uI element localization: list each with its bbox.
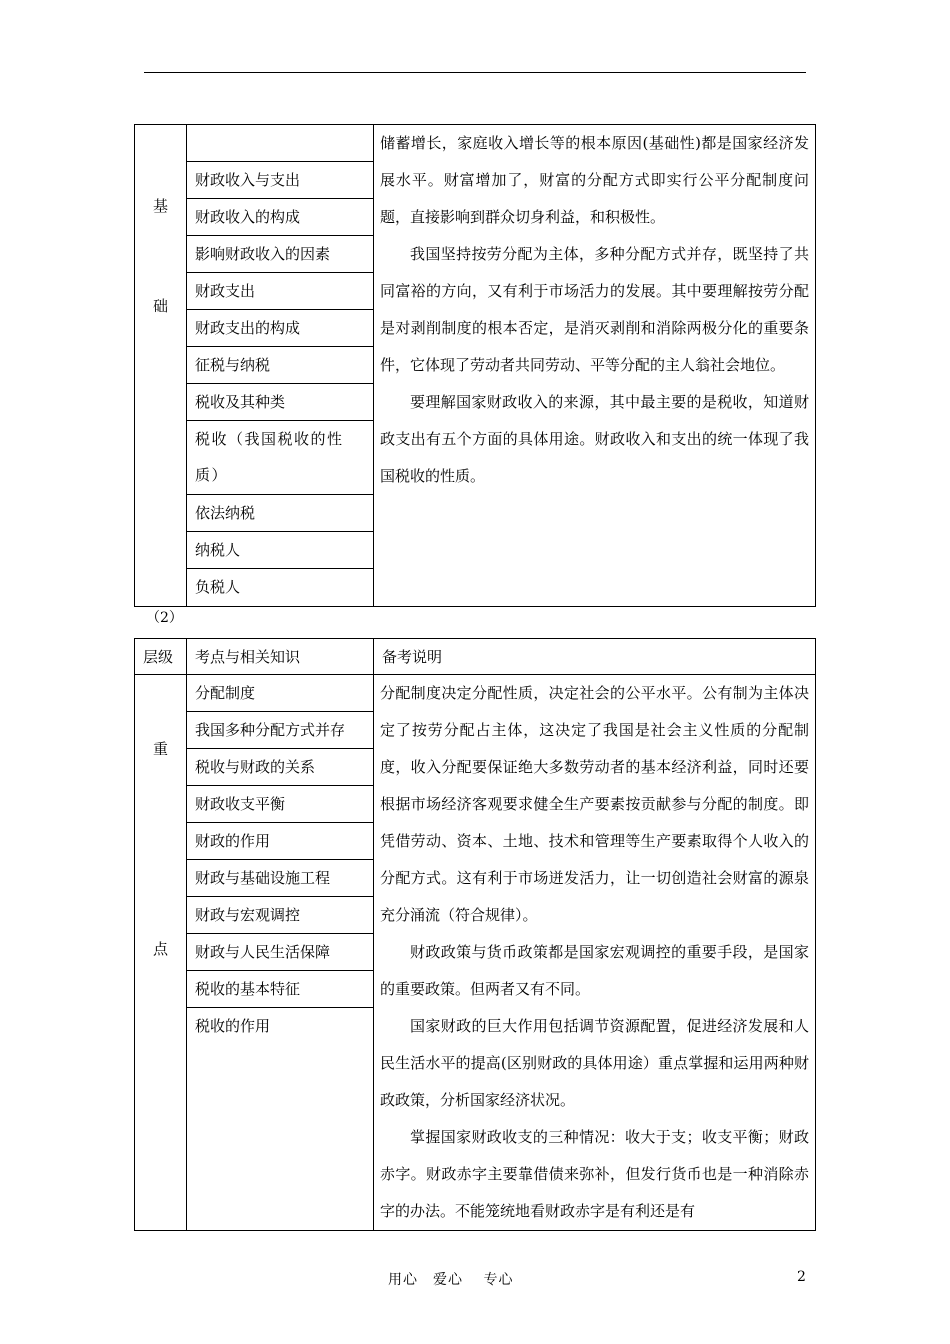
level-char: 重: [153, 740, 169, 758]
topic-item: 财政收入与支出: [187, 162, 373, 199]
topic-item: 税收的基本特征: [187, 971, 373, 1008]
topic-item: 负税人: [195, 578, 241, 596]
header-notes: 备考说明: [374, 639, 816, 675]
topic-item: 税收及其种类: [187, 384, 373, 421]
footer-motto: 用心 爱心 专心: [388, 1272, 514, 1288]
topic-list: [187, 675, 373, 1045]
notes-paragraph: 要理解国家财政收入的来源，其中最主要的是税收，知道财政支出有五个方面的具体用途。财政收入和支出的统一体现了我国税收的性质。: [380, 393, 809, 485]
notes-text: [374, 125, 815, 495]
level-char: 基: [153, 197, 169, 215]
level-cell-key: [135, 675, 187, 1231]
notes-paragraph: 掌握国家财政收支的三种情况：收大于支；收支平衡；财政赤字。财政赤字主要靠借债来弥补，但发行货币也是一种消除赤字的办法。不能笼统地看财政赤字是有利还是有: [380, 1128, 809, 1220]
notes-paragraph: 我国坚持按劳分配为主体，多种分配方式并存，既坚持了共同富裕的方向，又有利于市场活力的发展。其中要理解按劳分配是对剥削制度的根本否定，是消灭剥削和消除两极分化的重要条件，它体现了劳动者共同劳动、平等分配的主人翁社会地位。: [380, 245, 809, 374]
topic-item: 税收与财政的关系: [187, 749, 373, 786]
topics-cell: [187, 675, 374, 1231]
notes-paragraph: 国家财政的巨大作用包括调节资源配置，促进经济发展和人民生活水平的提高(区别财政的具体用途）重点掌握和运用两种财政政策，分析国家经济状况。: [380, 1017, 809, 1109]
level-char: 点: [153, 940, 169, 958]
topic-item: 财政支出: [187, 273, 373, 310]
topic-item: 财政与人民生活保障: [187, 934, 373, 971]
topic-list: [187, 125, 373, 606]
topic-item: 依法纳税: [187, 495, 373, 532]
notes-paragraph: 储蓄增长，家庭收入增长等的根本原因(基础性)都是国家经济发展水平。财富增加了，财富的分配方式即实行公平分配制度问题，直接影响到群众切身利益，和积极性。: [380, 134, 809, 226]
level-char: 础: [153, 297, 169, 315]
topic-item: [187, 125, 373, 162]
topic-item: 财政收入的构成: [187, 199, 373, 236]
notes-paragraph: 分配制度决定分配性质，决定社会的公平水平。公有制为主体决定了按劳分配占主体，这决定了我国是社会主义性质的分配制度，收入分配要保证绝大多数劳动者的基本经济利益，同时还要根据市场经济客观要求健全生产要素按贡献参与分配的制度。即凭借劳动、资本、土地、技术和管理等生产要素取得个人收入的分配方式。这有利于市场迸发活力，让一切创造社会财富的源泉充分涌流（符合规律）。: [380, 684, 809, 924]
topics-cell: [187, 125, 374, 607]
topic-item: 税收（我国税收的性质）: [187, 421, 373, 495]
topic-item: 影响财政收入的因素: [187, 236, 373, 273]
header-level: 层级: [135, 639, 187, 675]
topic-item: 税收的作用: [195, 1017, 271, 1035]
topic-item: 财政与宏观调控: [187, 897, 373, 934]
topic-item: 财政支出的构成: [187, 310, 373, 347]
header-rule: [144, 72, 806, 73]
table-foundation: [134, 124, 816, 607]
topic-item: 财政收支平衡: [187, 786, 373, 823]
topic-item: 征税与纳税: [187, 347, 373, 384]
table-key-points: [134, 638, 816, 1231]
header-topics: 考点与相关知识: [187, 639, 374, 675]
notes-cell: [374, 675, 816, 1231]
notes-text: [374, 675, 815, 1230]
topic-item: 财政的作用: [187, 823, 373, 860]
topic-item: 分配制度: [187, 675, 373, 712]
section-marker: （2）: [146, 610, 183, 626]
level-cell-foundation: [135, 125, 187, 607]
notes-paragraph: 财政政策与货币政策都是国家宏观调控的重要手段，是国家的重要政策。但两者又有不同。: [380, 943, 809, 998]
notes-cell: [374, 125, 816, 607]
page-number: 2: [797, 1269, 806, 1285]
topic-item: 财政与基础设施工程: [187, 860, 373, 897]
topic-item: 我国多种分配方式并存: [187, 712, 373, 749]
topic-item: 纳税人: [187, 532, 373, 569]
